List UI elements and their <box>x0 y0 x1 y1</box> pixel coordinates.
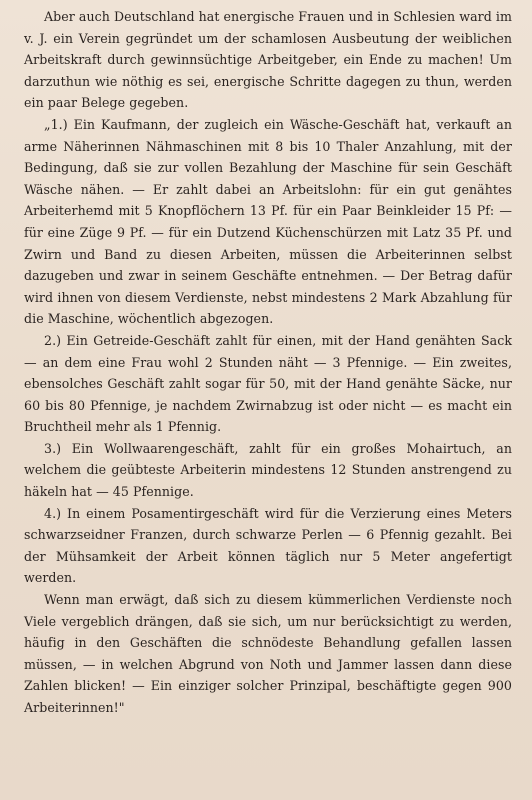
paragraph-intro: Aber auch Deutschland hat energische Frauen und in Schlesien ward im v. J. ein Verein gegründet um der schamlosen Ausbeutung der weiblichen Arbeitskraft durch gewinnsüchtige Arbeitgeber, ein Ende zu machen! Um darzuthun wie nöthig es sei, energische Schritte dagegen zu thun, werden ein paar Belege gegeben. <box>24 9 512 111</box>
paragraph-item-1: „1.) Ein Kaufmann, der zugleich ein Wäsche-Geschäft hat, verkauft an arme Näherinnen Nähmaschinen mit 8 bis 10 Thaler Anzahlung, mit der Bedingung, daß sie zur vollen Bezahlung der Maschine für sein Geschäft Wäsche nähen. — Er zahlt dabei an Arbeitslohn: für ein gut genähtes Arbeiterhemd mit 5 Knopflöchern 13 Pf. für ein Paar Beinkleider 15 Pf: — für eine Züge 9 Pf. — für ein Dutzend Küchenschürzen mit Latz 35 Pf. und Zwirn und Band zu diesen Arbeiten, müssen die Arbeiterinnen selbst dazugeben und zwar in seinem Geschäfte entnehmen. — Der Betrag dafür wird ihnen von diesem Verdienste, nebst mindestens 2 Mark Abzahlung für die Maschine, wöchentlich abgezogen. <box>24 116 512 327</box>
paragraph-item-3: 3.) Ein Wollwaarengeschäft, zahlt für ein großes Mohairtuch, an welchem die geübteste Arbeiterin mindestens 12 Stunden anstrengend zu häkeln hat — 45 Pfennige. <box>24 440 512 500</box>
paragraph-item-4: 4.) In einem Posamentirgeschäft wird für die Verzierung eines Meters schwarzseidner Franzen, durch schwarze Perlen — 6 Pfennig gezahlt. Bei der Mühsamkeit der Arbeit können täglich nur 5 Meter angefertigt werden. <box>24 505 512 586</box>
paragraph-item-2: 2.) Ein Getreide-Geschäft zahlt für einen, mit der Hand genähten Sack — an dem eine Frau wohl 2 Stunden näht — 3 Pfennige. — Ein zweites, ebensolches Geschäft zahlt sogar für 50, mit der Hand genähte Säcke, nur 60 bis 80 Pfennige, je nachdem Zwirnabzug ist oder nicht — es macht ein Bruchtheil mehr als 1 Pfennig. <box>24 332 512 435</box>
paragraph-conclusion: Wenn man erwägt, daß sich zu diesem kümmerlichen Verdienste noch Viele vergeblich drängen, daß sie sich, um nur berücksichtigt zu werden, häufig in den Geschäften die schnödeste Behandlung gefallen lassen müssen, — in welchen Abgrund von Noth und Jammer lassen dann diese Zahlen blicken! — Ein einziger solcher Prinzipal, beschäftigte gegen 900 Arbeiterinnen!" <box>24 592 512 715</box>
